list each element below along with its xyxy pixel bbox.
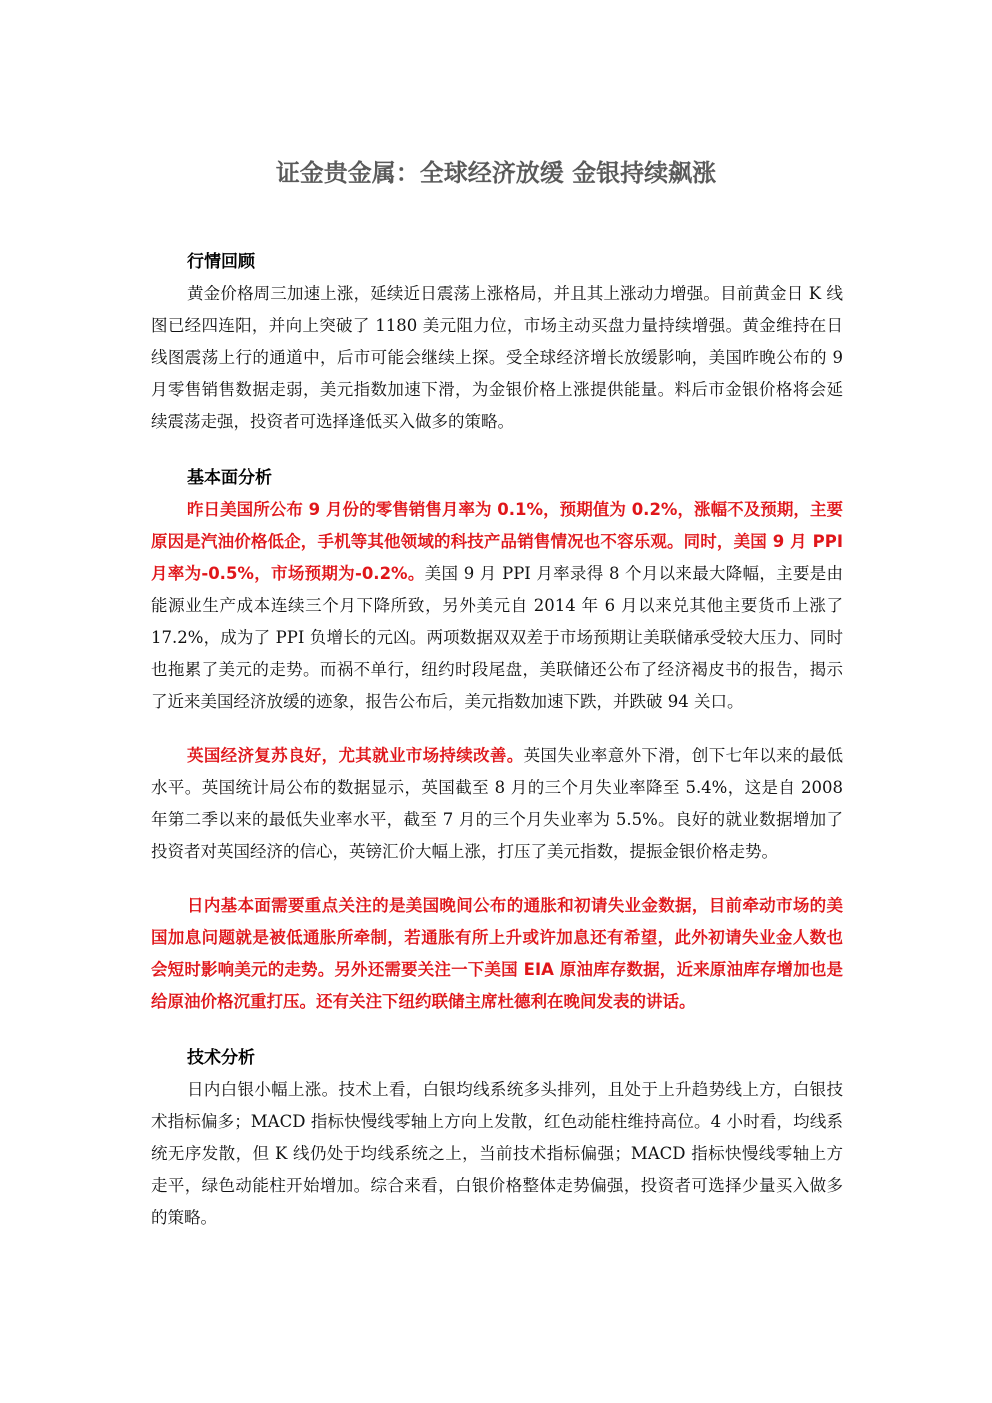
paragraph-text: 英国失业率意外下滑，创下七年以来的最低水平。英国统计局公布的数据显示，英国截至 8 月的三个月失业率降至 5.4%，这是自 2008 年第二季以来的最低失业率水平，截至 7 月的三个月失业率为 5.5%。良好的就业数据增加了投资者对英国经济的信心，英镑汇价大幅上涨，打压了美元指数，提振金银价格走势。 <box>151 746 844 861</box>
section-technical-analysis <box>151 1042 843 1234</box>
technical-paragraph: 日内白银小幅上涨。技术上看，白银均线系统多头排列，且处于上升趋势线上方，白银技术指标偏多；MACD 指标快慢线零轴上方向上发散，红色动能柱维持高位。4 小时看，均线系统无序发散，但 K 线仍处于均线系统之上，当前技术指标偏强；MACD 指标快慢线零轴上方走平，绿色动能柱开始增加。综合来看，白银价格整体走势偏强，投资者可选择少量买入做多的策略。 <box>151 1080 843 1227</box>
paragraph-text: 美国 9 月 PPI 月率录得 8 个月以来最大降幅，主要是由能源业生产成本连续三个月下降所致，另外美元自 2014 年 6 月以来兑其他主要货币上涨了 17.2%，成为了 PPI 负增长的元凶。两项数据双双差于市场预期让美联储承受较大压力、同时也拖累了美元的走势。而祸不单行，纽约时段尾盘，美联储还公布了经济褐皮书的报告，揭示了近来美国经济放缓的迹象，报告公布后，美元指数加速下跌，并跌破 94 关口。 <box>151 564 843 711</box>
spacer <box>151 718 843 740</box>
highlight-text: 英国经济复苏良好，尤其就业市场持续改善。 <box>187 746 524 765</box>
highlight-text: 日内基本面需要重点关注的是美国晚间公布的通胀和初请失业金数据，目前牵动市场的美国加息问题就是被低通胀所牵制，若通胀有所上升或许加息还有希望，此外初请失业金人数也会短时影响美元的走势。另外还需要关注一下美国 EIA 原油库存数据，近来原油库存增加也是给原油价格沉重打压。还有关注下纽约联储主席杜德利在晚间发表的讲话。 <box>151 896 843 1011</box>
document-body <box>151 246 843 1234</box>
review-paragraph: 黄金价格周三加速上涨，延续近日震荡上涨格局，并且其上涨动力增强。目前黄金日 K 线图已经四连阳，并向上突破了 1180 美元阻力位，市场主动买盘力量持续增强。黄金维持在日线图震荡上行的通道中，后市可能会继续上探。受全球经济增长放缓影响，美国昨晚公布的 9 月零售销售数据走弱，美元指数加速下滑，为金银价格上涨提供能量。料后市金银价格将会延续震荡走强，投资者可选择逢低买入做多的策略。 <box>151 284 843 431</box>
highlight-text: 昨日美国所公布 9 月份的零售销售月率为 0.1%，预期值为 0.2%，涨幅不及预期，主要原因是汽油价格低企，手机等其他领域的科技产品销售情况也不容乐观。同时，美国 9 月 PPI 月率为-0.5%，市场预期为-0.2%。 <box>151 500 843 583</box>
fundamental-paragraph-3 <box>151 890 843 1018</box>
document-title: 证金贵金属：全球经济放缓 金银持续飙涨 <box>275 159 717 187</box>
section-heading-fundamental: 基本面分析 <box>187 468 272 488</box>
spacer <box>151 868 843 890</box>
section-market-review <box>151 246 843 438</box>
spacer <box>151 438 843 462</box>
section-heading-technical: 技术分析 <box>187 1048 255 1068</box>
fundamental-paragraph-1 <box>151 494 843 718</box>
spacer <box>151 1018 843 1042</box>
section-heading-review: 行情回顾 <box>187 252 255 272</box>
fundamental-paragraph-2 <box>151 740 843 868</box>
section-fundamental-analysis <box>151 462 843 1018</box>
